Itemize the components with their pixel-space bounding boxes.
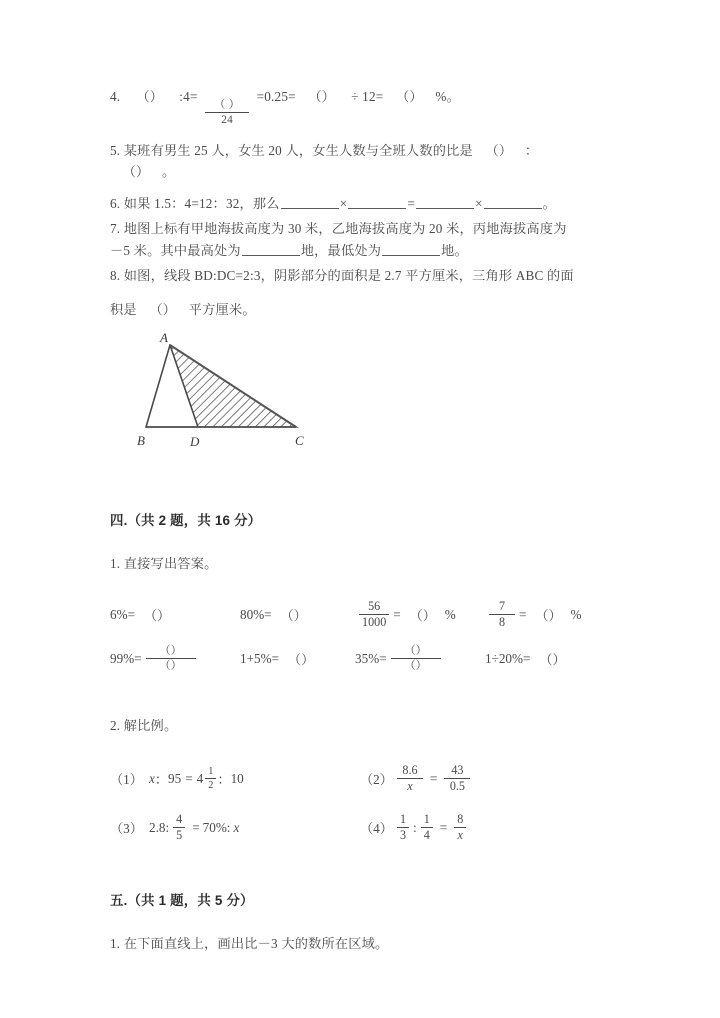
question-5-blank-1 — [473, 140, 525, 161]
tail-value: 70%: — [202, 819, 231, 835]
question-7-line-2 — [110, 240, 610, 261]
ratio-colon-2: ： — [217, 772, 231, 787]
value-right: 10 — [230, 770, 244, 786]
question-5-line-2 — [110, 161, 610, 182]
label-b: B — [137, 432, 145, 448]
percent-exercises-row-1 — [110, 600, 610, 629]
fraction-numerator: 1 — [423, 812, 430, 827]
exercise-6-percent — [110, 605, 240, 624]
fraction-numerator: 1 — [208, 765, 214, 777]
fraction-numerator: 4 — [176, 812, 183, 827]
question-4-fraction — [205, 99, 249, 126]
exercise-label: 1÷20%= — [485, 650, 531, 666]
fraction-56-1000 — [359, 600, 389, 629]
fraction-numerator: （ ） — [214, 98, 241, 111]
exercise-35-percent — [355, 645, 485, 672]
fraction-numerator: 8 — [457, 812, 464, 827]
question-4-blank-3 — [383, 86, 435, 107]
proportion-label: （3） — [110, 821, 143, 837]
question-6-blank-4 — [484, 196, 542, 210]
question-5-blank-2 — [110, 161, 162, 182]
question-8-text-2a: 积是 — [110, 302, 137, 318]
question-5-colon: ： — [524, 143, 539, 159]
question-6-equals: = — [407, 195, 415, 211]
answer-blank — [526, 605, 570, 624]
proportion-item-1 — [110, 766, 360, 791]
mixed-fraction — [205, 766, 216, 791]
percent-exercises-row-2 — [110, 645, 610, 672]
question-8-text-2b: 平方厘米。 — [188, 302, 256, 318]
question-4-blank-2 — [296, 86, 348, 107]
proportion-label: （2） — [360, 772, 393, 787]
question-4-blank-1 — [124, 86, 176, 107]
fraction-denominator-blank — [391, 659, 441, 672]
spacer — [110, 458, 610, 488]
fraction-denominator: x — [407, 779, 413, 793]
page-content — [110, 86, 610, 955]
question-8-line-1 — [110, 265, 610, 286]
question-5-line-1 — [110, 140, 610, 161]
exercise-label: 35%= — [355, 650, 387, 666]
fraction-denominator: 8 — [498, 615, 506, 630]
fraction-numerator: 43 — [451, 762, 464, 777]
section-four-q1-label: 1. 直接写出答案。 — [110, 555, 218, 571]
fraction-denominator: 24 — [221, 113, 233, 126]
exercise-label: 6%= — [110, 606, 136, 622]
section-four-heading: 四.（共 2 题，共 16 分） — [110, 512, 262, 528]
lead-value: 2.8: — [148, 819, 170, 835]
question-6-blank-3 — [416, 196, 474, 210]
fraction-denominator: 5 — [176, 828, 183, 843]
fraction-8point6-over-x — [397, 764, 423, 793]
label-a: A — [160, 332, 168, 345]
variable-x: x — [148, 770, 155, 786]
question-6-number: 6. — [110, 195, 121, 211]
label-c: C — [295, 432, 304, 448]
proportion-label: （1） — [110, 772, 143, 787]
ratio-colon: ： — [154, 772, 169, 787]
question-7-line-1 — [110, 218, 610, 239]
fraction-numerator-blank — [146, 645, 196, 658]
mixed-number-4-and-half — [197, 766, 218, 791]
fraction-denominator: x — [457, 828, 463, 843]
exercise-80-percent — [240, 605, 355, 624]
fraction-7-8 — [489, 600, 515, 629]
fraction-numerator: 56 — [368, 599, 381, 614]
value-left: 95 — [168, 770, 182, 786]
section-five-q1-label: 1. 在下面直线上，画出比－3 大的数所在区域。 — [110, 936, 389, 952]
exercise-7-over-8 — [485, 600, 581, 629]
question-6 — [110, 193, 610, 214]
question-8-text-1: 如图，线段 BD:DC=2:3，阴影部分的面积是 2.7 平方厘米，三角形 ABC 的面 — [123, 267, 574, 283]
fraction-blank-over-blank — [146, 645, 196, 672]
variable-x: x — [233, 819, 240, 835]
question-6-tail: 。 — [542, 195, 557, 211]
fraction-numerator: 1 — [399, 812, 407, 827]
triangle-figure — [128, 333, 348, 458]
question-5-tail: 。 — [162, 164, 176, 180]
exercise-56-over-1000 — [355, 600, 485, 629]
fraction-43-over-0point5 — [444, 764, 470, 793]
section-four-q2-label: 2. 解比例。 — [110, 717, 178, 733]
question-7-text-2b: 地，最低处为 — [300, 242, 382, 258]
question-7-text-1: 地图上标有甲地海拔高度为 30 米，乙地海拔高度为 20 米，丙地海拔高度为 — [123, 221, 567, 237]
equals-sign: = — [393, 606, 401, 622]
section-five-heading: 五.（共 1 题，共 5 分） — [110, 893, 254, 909]
fraction-denominator-blank — [146, 659, 196, 672]
question-5-text: 某班有男生 25 人，女生 20 人，女生人数与全班人数的比是 — [123, 143, 473, 159]
answer-blank — [135, 605, 179, 624]
fraction-numerator-blank — [391, 645, 441, 658]
exercise-label: 99%= — [110, 650, 142, 666]
answer-blank — [401, 605, 445, 624]
question-5-number: 5. — [110, 143, 121, 159]
question-4 — [110, 86, 610, 126]
question-4-tail: %。 — [435, 89, 460, 104]
percent-suffix: % — [444, 606, 456, 622]
question-8-number: 8. — [110, 267, 121, 283]
fraction-numerator: 8.6 — [402, 762, 418, 777]
question-7-text-2c: 地。 — [441, 242, 468, 258]
equals-sign: = — [429, 770, 438, 786]
fraction-numerator: 7 — [498, 599, 506, 614]
question-7-text-2a: －5 米。其中最高处为 — [110, 242, 241, 258]
question-6-blank-1 — [281, 196, 339, 210]
exercise-99-percent — [110, 645, 240, 672]
question-4-ratio-text: :4= — [175, 89, 198, 104]
fraction-1-over-3 — [397, 813, 409, 842]
fraction-8-over-x — [454, 813, 466, 842]
exercise-label: 80%= — [240, 606, 272, 622]
fraction-blank-over-blank — [391, 645, 441, 672]
proportion-label: （4） — [360, 821, 393, 837]
fraction-4-over-5 — [173, 813, 185, 842]
answer-blank — [272, 605, 316, 624]
question-7-number: 7. — [110, 221, 121, 237]
question-4-divide: ÷ 12= — [347, 89, 384, 104]
question-7-blank-1 — [242, 243, 300, 257]
equals-sign: = — [185, 770, 193, 786]
question-8-line-2 — [110, 299, 610, 320]
proportion-row-2 — [110, 813, 610, 842]
question-4-number: 4. — [110, 89, 121, 104]
fraction-denominator: 1000 — [362, 615, 387, 630]
answer-blank — [279, 649, 323, 668]
triangle-abc-svg — [128, 333, 348, 458]
question-6-times-2: × — [474, 195, 483, 211]
exercise-1-divide-20-percent — [485, 649, 574, 668]
proportion-item-4 — [360, 813, 470, 842]
equals-sign: = — [439, 819, 448, 835]
fraction-denominator: 4 — [423, 828, 430, 843]
question-6-blank-2 — [348, 196, 406, 210]
question-8-blank-1 — [137, 299, 189, 320]
exercise-1-plus-5-percent — [240, 649, 355, 668]
question-6-times-1: × — [339, 195, 348, 211]
equals-sign: = — [519, 606, 527, 622]
proportion-item-3 — [110, 813, 360, 842]
fraction-denominator: 2 — [208, 780, 214, 791]
question-4-equals-decimal: =0.25= — [256, 89, 296, 104]
proportion-row-1 — [110, 764, 610, 793]
equals-sign: = — [192, 819, 200, 835]
proportion-item-2 — [360, 764, 474, 793]
percent-suffix: % — [570, 606, 582, 622]
exercise-label: 1+5%= — [240, 650, 280, 666]
ratio-colon: : — [413, 819, 417, 835]
label-d: D — [190, 433, 200, 449]
fraction-denominator: 0.5 — [449, 779, 465, 793]
question-6-text: 如果 1.5：4=12：32，那么 — [123, 195, 280, 211]
fraction-1-over-4 — [421, 813, 433, 842]
question-7-blank-2 — [382, 243, 440, 257]
answer-blank — [530, 649, 574, 668]
mixed-whole: 4 — [196, 770, 204, 786]
fraction-denominator: 3 — [399, 828, 407, 843]
